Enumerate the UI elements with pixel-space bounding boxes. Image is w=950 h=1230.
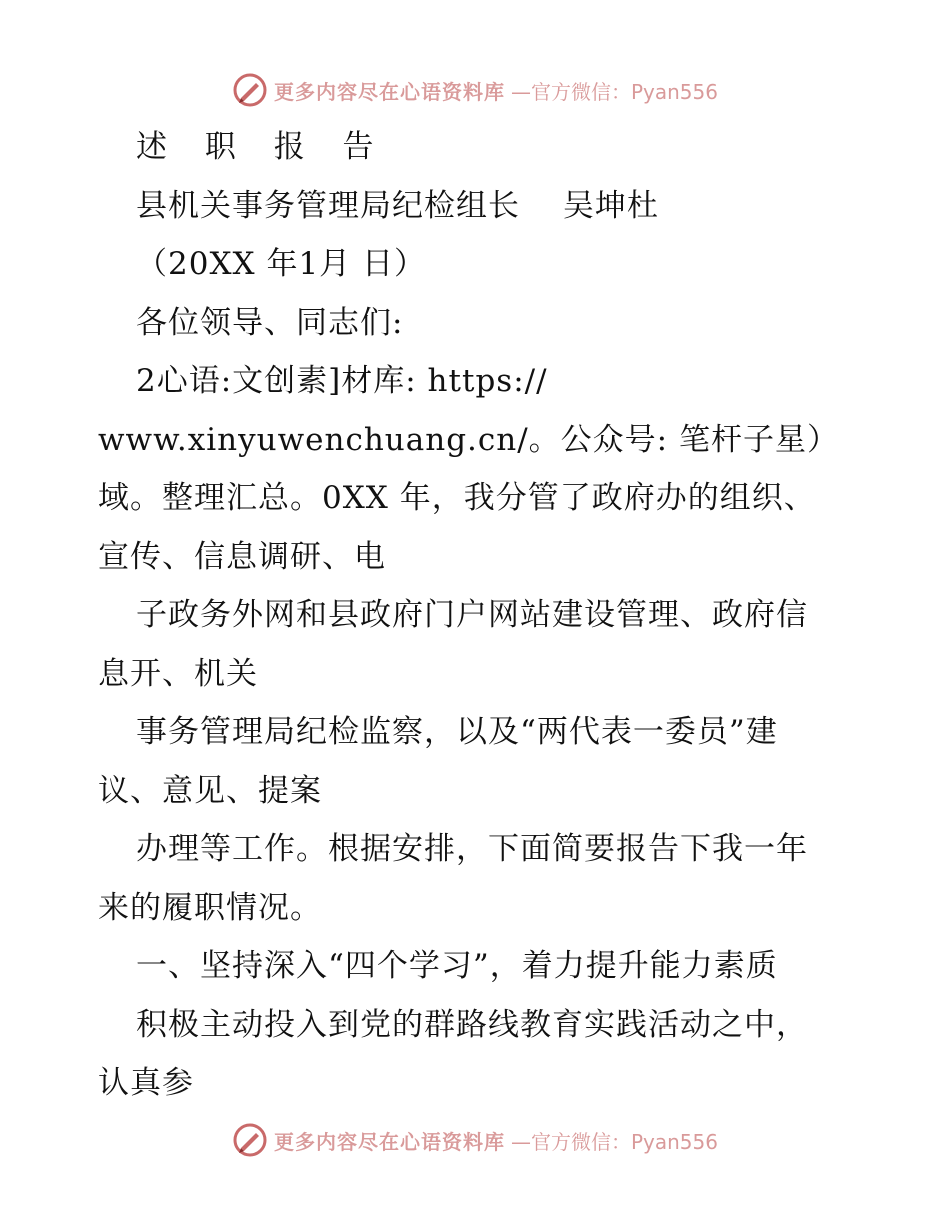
doc-line: 议、意见、提案 — [98, 772, 322, 809]
document-body — [98, 118, 858, 1113]
doc-line: 来的履职情况。 — [98, 889, 322, 926]
doc-line: 认真参 — [98, 1065, 194, 1101]
pen-logo-icon — [232, 1122, 268, 1158]
doc-date: （20XX 年1月 日） — [136, 246, 427, 282]
doc-line: 子政务外网和县政府门户网站建设管理、政府信 — [136, 597, 808, 633]
watermark-banner-bottom — [0, 1120, 950, 1160]
watermark-contact: —官方微信：Pyan556 — [510, 1129, 718, 1154]
doc-line: 积极主动投入到党的群路线教育实践活动之中， — [136, 1006, 808, 1043]
section-heading: 一、坚持深入“四个学习”，着力提升能力素质 — [136, 948, 778, 984]
watermark-contact: —官方微信：Pyan556 — [510, 79, 718, 104]
doc-line: 事务管理局纪检监察，以及“两代表一委员”建 — [136, 714, 778, 750]
doc-line: 宣传、信息调研、电 — [98, 538, 386, 575]
doc-line: 办理等工作。根据安排，下面简要报告下我一年 — [136, 831, 808, 867]
doc-line: 2心语:文创素]材库: https:// — [136, 363, 548, 399]
pen-logo-icon — [232, 72, 268, 108]
doc-salutation: 各位领导、同志们: — [136, 304, 404, 341]
doc-line: www.xinyuwenchuang.cn/。公众号: 笔杆子星） — [98, 421, 839, 458]
doc-title: 述 职 报 告 — [136, 129, 388, 165]
watermark-text: 更多内容尽在心语资料库 — [273, 1129, 505, 1154]
doc-line: 域。整理汇总。0XX 年，我分管了政府办的组织、 — [98, 480, 816, 516]
watermark-banner-top — [0, 70, 950, 110]
watermark-text: 更多内容尽在心语资料库 — [273, 79, 505, 104]
doc-line: 息开、机关 — [98, 655, 258, 692]
doc-author: 县机关事务管理局纪检组长 吴坤杜 — [136, 187, 659, 224]
